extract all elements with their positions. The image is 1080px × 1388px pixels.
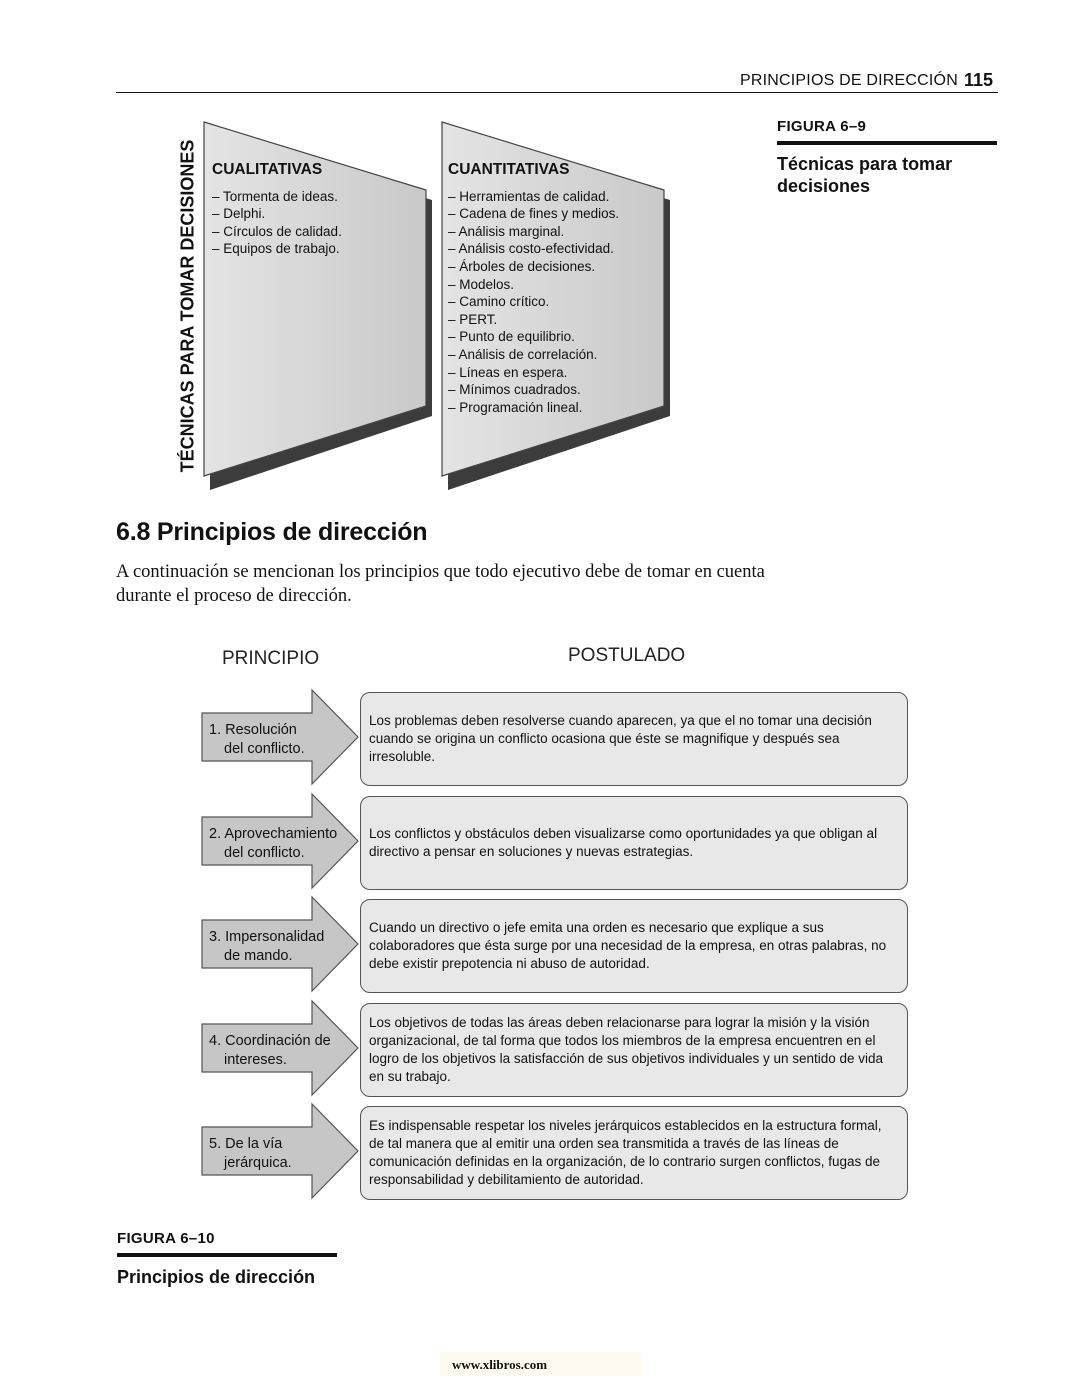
technique-item: – Árboles de decisiones.: [448, 258, 596, 274]
qualitative-title: CUALITATIVAS: [212, 161, 323, 178]
running-head: PRINCIPIOS DE DIRECCIÓN: [740, 72, 958, 89]
postulate-box: [360, 796, 908, 890]
technique-item: – Líneas en espera.: [448, 364, 568, 380]
technique-item: – Tormenta de ideas.: [212, 188, 338, 204]
principle-label-line2: del conflicto.: [224, 741, 305, 757]
column-header-principio: PRINCIPIO: [222, 648, 320, 669]
technique-item: – Programación lineal.: [448, 399, 583, 415]
principle-label-line1: 2. Aprovechamiento: [209, 826, 338, 842]
principle-label: [209, 825, 337, 863]
principle-label-line1: 3. Impersonalidad: [209, 929, 325, 945]
postulate-box: [360, 692, 908, 786]
postulate-text: Cuando un directivo o jefe emita una orden es necesario que explique a sus colaboradores que ésta surge por una necesidad de la empresa, en otras palabras, no debe existir prepotencia ni abuso de autoridad.: [369, 920, 887, 971]
postulate-box: [360, 1003, 908, 1097]
technique-item: – Equipos de trabajo.: [212, 241, 340, 257]
figure-6-9-title: Técnicas para tomar decisiones: [777, 154, 953, 196]
qualitative-block: [212, 161, 342, 258]
techniques-side-label: TÉCNICAS PARA TOMAR DECISIONES: [177, 139, 198, 473]
technique-item: – Análisis marginal.: [448, 223, 565, 239]
quantitative-list: [448, 188, 619, 417]
principle-label: [209, 1032, 331, 1070]
page-number: 115: [964, 70, 994, 90]
technique-item: – PERT.: [448, 311, 498, 327]
section-title: 6.8 Principios de dirección: [116, 518, 428, 546]
side-label-container: [176, 136, 200, 476]
figure-6-9-rule: [777, 141, 997, 145]
footer-url: www.xlibros.com: [452, 1357, 548, 1372]
technique-item: – Círculos de calidad.: [212, 223, 342, 239]
postulate-box: [360, 1106, 908, 1200]
figure-6-10-rule: [117, 1253, 337, 1257]
technique-item: – Análisis de correlación.: [448, 346, 598, 362]
postulate-text: Los objetivos de todas las áreas deben relacionarse para lograr la misión y la visión organizacional, de tal forma que todos los miembros de la empresa encuentren en el logro de los objetivos la satisfacción de sus objetivos individuales y un sentido de vida en su trabajo.: [369, 1015, 884, 1084]
principle-label: [209, 1135, 292, 1173]
header-rule: [116, 92, 998, 93]
principle-label: [209, 721, 305, 759]
principle-label-line1: 4. Coordinación de: [209, 1033, 331, 1049]
technique-item: – Herramientas de calidad.: [448, 188, 610, 204]
technique-item: – Delphi.: [212, 206, 266, 222]
quantitative-title: CUANTITATIVAS: [448, 161, 570, 178]
qualitative-list: [212, 188, 342, 258]
postulate-text: Es indispensable respetar los niveles jerárquicos establecidos en la estructura formal, de tal manera que al emitir una orden sea transmitida a través de las líneas de comunicación definidas en la organización, de lo contrario surgen conflictos, fugas de responsabilidad y debilitamiento de autoridad.: [369, 1118, 882, 1187]
section-intro: A continuación se mencionan los principios que todo ejecutivo debe de tomar en cuenta durante el proceso de dirección.: [116, 562, 765, 606]
technique-item: – Punto de equilibrio.: [448, 329, 575, 345]
principle-label: [209, 928, 324, 966]
technique-item: – Modelos.: [448, 276, 515, 292]
technique-item: – Cadena de fines y medios.: [448, 206, 620, 222]
principle-label-line2: de mando.: [224, 948, 293, 964]
column-header-postulado: POSTULADO: [568, 645, 686, 666]
technique-item: – Análisis costo-efectividad.: [448, 241, 614, 257]
principle-label-line1: 1. Resolución: [209, 722, 297, 738]
figure-6-10-label: FIGURA 6–10: [117, 1230, 215, 1247]
figure-6-10-title: Principios de dirección: [117, 1267, 316, 1287]
quantitative-block: [448, 161, 619, 416]
technique-item: – Camino crítico.: [448, 294, 550, 310]
technique-item: – Mínimos cuadrados.: [448, 382, 581, 398]
postulate-box: [360, 899, 908, 993]
postulate-text: Los problemas deben resolverse cuando aparecen, ya que el no tomar una decisión cuando se origina un conflicto ocasiona que éste se magnifique y después sea irresoluble.: [369, 713, 872, 764]
principle-label-line2: jerárquica.: [224, 1155, 292, 1171]
principle-label-line2: intereses.: [224, 1052, 287, 1068]
principle-label-line1: 5. De la vía: [209, 1136, 283, 1152]
principle-label-line2: del conflicto.: [224, 845, 305, 861]
postulate-text: Los conflictos y obstáculos deben visualizarse como oportunidades ya que obligan al directivo a pensar en soluciones y nuevas estrategias.: [369, 826, 878, 859]
figure-6-9-label: FIGURA 6–9: [777, 118, 867, 135]
